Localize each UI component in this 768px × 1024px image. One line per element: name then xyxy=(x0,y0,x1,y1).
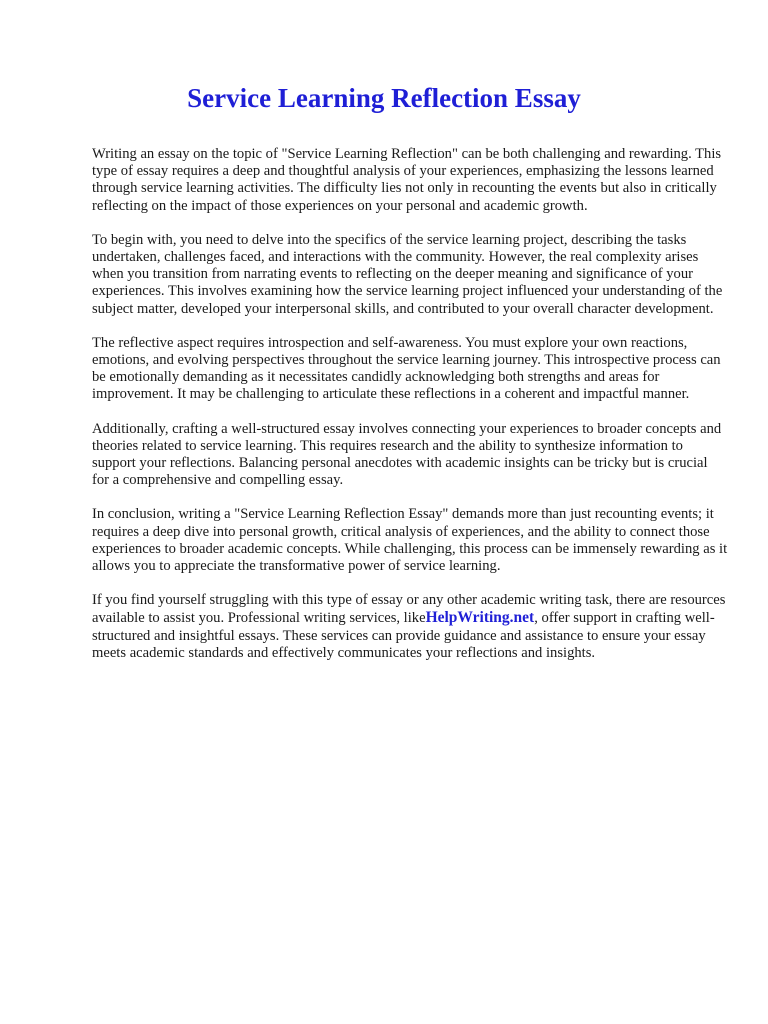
paragraph-resources-before-link: If you find yourself struggling with this type of essay or any other academic writing task, there are resources available to assist you. Professional writing services, like xyxy=(92,592,726,627)
document-title: Service Learning Reflection Essay xyxy=(187,83,581,113)
paragraph-structure: Additionally, crafting a well-structured essay involves connecting your experiences to broader concepts and theories related to service learning. This requires research and the ability to synthesize information to support your reflections. Balancing personal anecdotes with academic insights can be tricky but is crucial for a comprehensive and compelling essay. xyxy=(92,420,722,489)
helpwriting-link[interactable]: HelpWriting.net xyxy=(425,609,535,627)
paragraph-conclusion: In conclusion, writing a "Service Learning Reflection Essay" demands more than just recounting events; it requires a deep dive into personal growth, critical analysis of experiences, and the ability to connect those experiences to broader academic concepts. While challenging, this process can be immensely rewarding as it allows you to appreciate the transformative power of service learning. xyxy=(92,506,728,575)
paragraph-intro: Writing an essay on the topic of "Service Learning Reflection" can be both challenging and rewarding. This type of essay requires a deep and thoughtful analysis of your experiences, emphasizing the lessons learned through service learning activities. The difficulty lies not only in recounting the events but also in critically reflecting on the impact of those experiences on your personal and academic growth. xyxy=(92,146,722,214)
paragraph-resources xyxy=(92,592,728,662)
document-body xyxy=(92,146,728,679)
paragraph-resources-after-link: , offer support in crafting well-structured and insightful essays. These services can provide guidance and assistance to ensure your essay meets academic standards and effectively communicates your reflections and insights. xyxy=(92,610,715,661)
paragraph-specifics: To begin with, you need to delve into the specifics of the service learning project, describing the tasks undertaken, challenges faced, and interactions with the community. However, the real complexity arises when you transition from narrating events to reflecting on the deeper meaning and significance of your experiences. This involves examining how the service learning project influenced your understanding of the subject matter, developed your interpersonal skills, and contributed to your overall character development. xyxy=(92,231,723,317)
paragraph-reflective-aspect: The reflective aspect requires introspection and self-awareness. You must explore your own reactions, emotions, and evolving perspectives throughout the service learning journey. This introspective process can be emotionally demanding as it necessitates candidly acknowledging both strengths and areas for improvement. It may be challenging to articulate these reflections in a coherent and impactful manner. xyxy=(92,334,721,403)
